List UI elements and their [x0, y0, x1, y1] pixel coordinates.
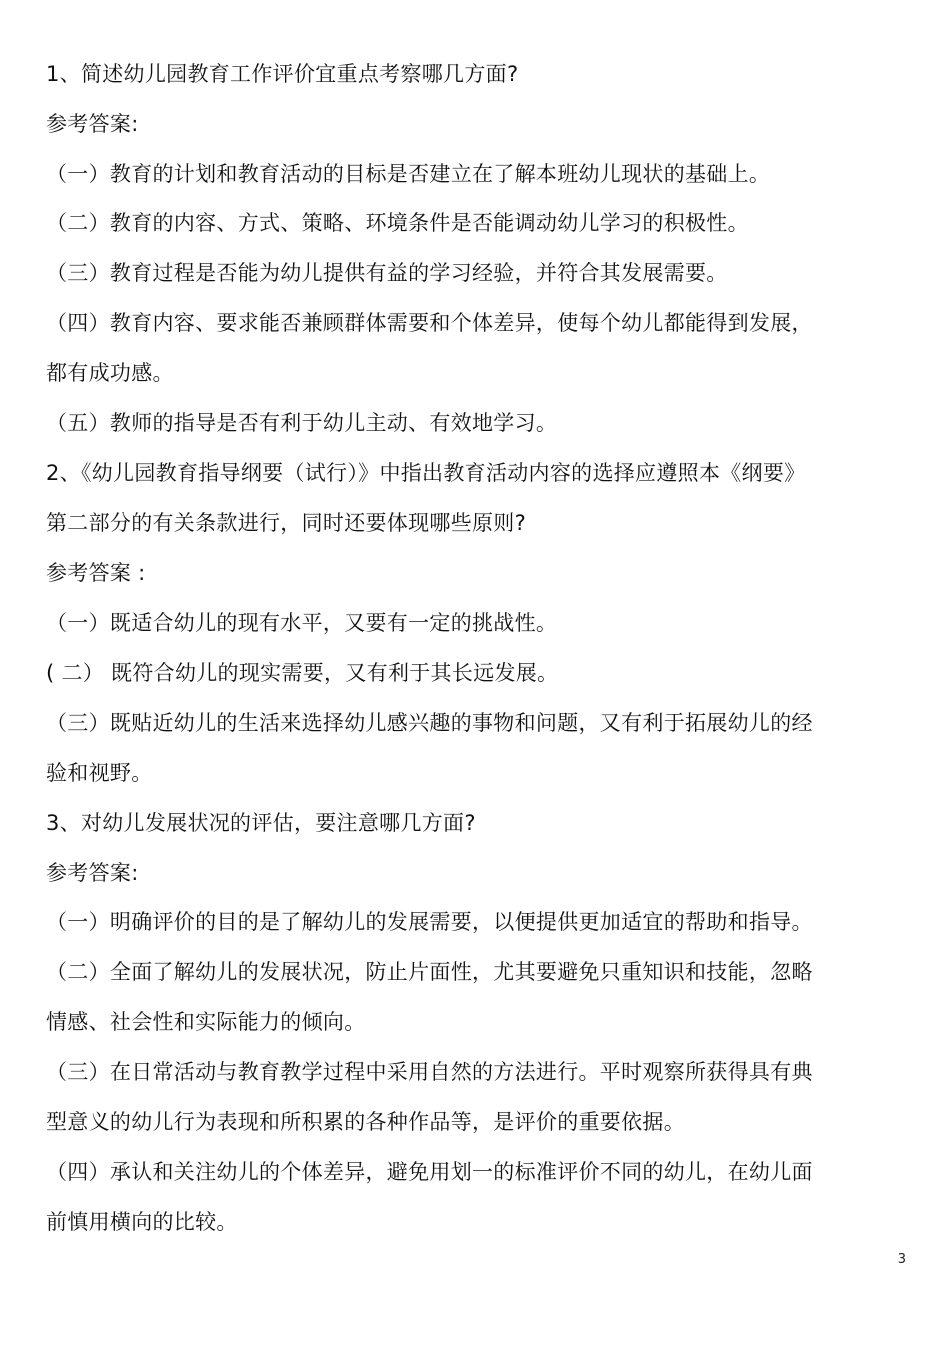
answer-1-item-5: （五）教师的指导是否有利于幼儿主动、有效地学习。	[46, 411, 558, 435]
answer-1-item-3: （三）教育过程是否能为幼儿提供有益的学习经验，并符合其发展需要。	[46, 261, 728, 285]
answer-1-item-1: （一）教育的计划和教育活动的目标是否建立在了解本班幼儿现状的基础上。	[46, 162, 771, 186]
answer-label-2: 参考答案 :	[46, 561, 146, 585]
answer-3-item-1: （一）明确评价的目的是了解幼儿的发展需要，以便提供更加适宜的帮助和指导。	[46, 910, 813, 934]
answer-2-item-1: （一）既适合幼儿的现有水平，又要有一定的挑战性。	[46, 611, 558, 635]
answer-2-item-2: ( 二） 既符合幼儿的现实需要，又有利于其长远发展。	[46, 661, 559, 685]
answer-1-item-2: （二）教育的内容、方式、策略、环境条件是否能调动幼儿学习的积极性。	[46, 211, 749, 235]
answer-label-1: 参考答案:	[46, 112, 139, 136]
answer-3-item-2-cont: 情感、社会性和实际能力的倾向。	[46, 1010, 366, 1034]
question-2-title-cont: 第二部分的有关条款进行，同时还要体现哪些原则?	[46, 511, 527, 535]
answer-2-item-3: （三）既贴近幼儿的生活来选择幼儿感兴趣的事物和问题，又有利于拓展幼儿的经	[46, 711, 813, 735]
answer-1-item-4: （四）教育内容、要求能否兼顾群体需要和个体差异，使每个幼儿都能得到发展，	[46, 311, 813, 335]
answer-1-item-4-cont: 都有成功感。	[46, 361, 174, 385]
answer-3-item-3: （三）在日常活动与教育教学过程中采用自然的方法进行。平时观察所获得具有典	[46, 1060, 813, 1084]
page-number: 3	[897, 1252, 906, 1267]
answer-3-item-3-cont: 型意义的幼儿行为表现和所积累的各种作品等，是评价的重要依据。	[46, 1110, 685, 1134]
answer-3-item-4: （四）承认和关注幼儿的个体差异，避免用划一的标准评价不同的幼儿，在幼儿面	[46, 1160, 813, 1184]
answer-3-item-4-cont: 前慎用横向的比较。	[46, 1210, 238, 1234]
answer-3-item-2: （二）全面了解幼儿的发展状况，防止片面性，尤其要避免只重知识和技能，忽略	[46, 960, 813, 984]
question-3-title: 3、对幼儿发展状况的评估，要注意哪几方面?	[46, 811, 476, 835]
answer-label-3: 参考答案:	[46, 861, 139, 885]
question-2-title: 2、《幼儿园教育指导纲要（试行）》中指出教育活动内容的选择应遵照本《纲要》	[46, 461, 806, 485]
answer-2-item-3-cont: 验和视野。	[46, 761, 153, 785]
question-1-title: 1、简述幼儿园教育工作评价宜重点考察哪几方面?	[46, 62, 519, 86]
